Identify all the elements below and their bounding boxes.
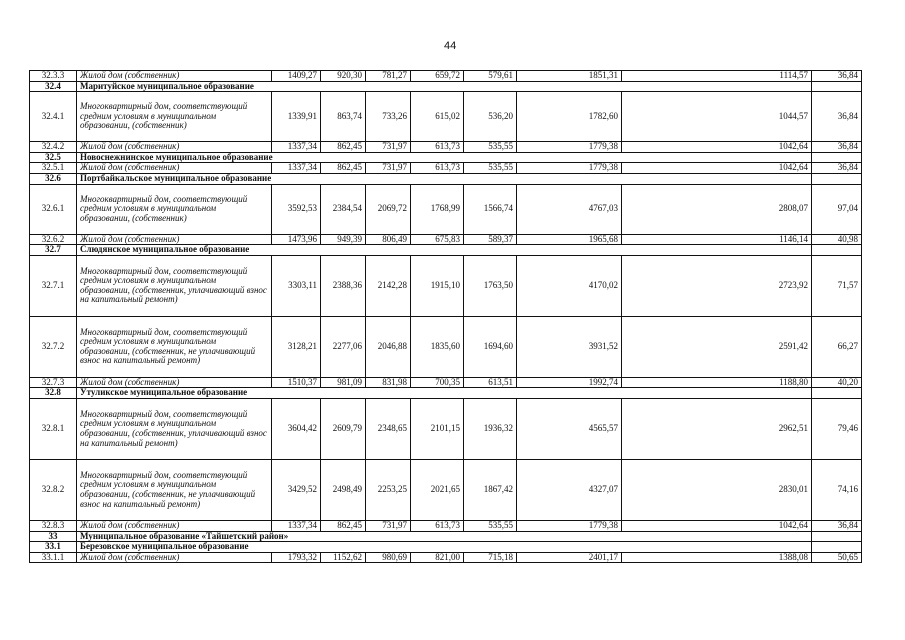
section-title: Березовское муниципальное образование [77, 542, 812, 553]
value-cell: 863,74 [321, 92, 366, 142]
row-description: Многоквартирный дом, соответствующий средним условиям в муниципальном образовании, (собственник, не уплачивающий взнос на капитальный ремонт) [77, 459, 272, 520]
value-cell: 2808,07 [622, 184, 812, 234]
value-cell: 2021,65 [411, 459, 464, 520]
value-cell: 731,97 [366, 163, 411, 174]
section-code: 32.6 [30, 173, 77, 184]
value-cell: 1782,60 [517, 92, 622, 142]
value-cell: 535,55 [464, 142, 517, 153]
section-title: Утуликское муниципальное образование [77, 388, 812, 399]
section-empty-cell [812, 152, 862, 163]
value-cell: 2723,92 [622, 255, 812, 316]
value-cell: 1867,42 [464, 459, 517, 520]
value-cell: 36,84 [812, 520, 862, 531]
value-cell: 1042,64 [622, 163, 812, 174]
table-row [30, 459, 862, 520]
value-cell: 1337,34 [272, 520, 321, 531]
table-row [30, 142, 862, 153]
table-row [30, 163, 862, 174]
row-description: Жилой дом (собственник) [77, 552, 272, 563]
value-cell: 980,69 [366, 552, 411, 563]
value-cell: 36,84 [812, 71, 862, 82]
value-cell: 1388,08 [622, 552, 812, 563]
value-cell: 589,37 [464, 234, 517, 245]
value-cell: 1768,99 [411, 184, 464, 234]
value-cell: 1936,32 [464, 398, 517, 459]
value-cell: 920,30 [321, 71, 366, 82]
value-cell: 3429,52 [272, 459, 321, 520]
section-row [30, 388, 862, 399]
value-cell: 1965,68 [517, 234, 622, 245]
value-cell: 1188,80 [622, 377, 812, 388]
section-empty-cell [812, 173, 862, 184]
value-cell: 733,26 [366, 92, 411, 142]
value-cell: 74,16 [812, 459, 862, 520]
value-cell: 2348,65 [366, 398, 411, 459]
tariff-table [29, 70, 862, 563]
value-cell: 535,55 [464, 163, 517, 174]
section-code: 32.4 [30, 81, 77, 92]
section-row [30, 542, 862, 553]
value-cell: 1763,50 [464, 255, 517, 316]
value-cell: 71,57 [812, 255, 862, 316]
value-cell: 1779,38 [517, 142, 622, 153]
table-row [30, 255, 862, 316]
section-code: 32.5 [30, 152, 77, 163]
value-cell: 79,46 [812, 398, 862, 459]
page-number: 44 [444, 40, 457, 52]
value-cell: 4327,07 [517, 459, 622, 520]
row-code: 32.7.3 [30, 377, 77, 388]
value-cell: 2253,25 [366, 459, 411, 520]
value-cell: 40,98 [812, 234, 862, 245]
value-cell: 40,20 [812, 377, 862, 388]
value-cell: 2401,17 [517, 552, 622, 563]
value-cell: 1779,38 [517, 520, 622, 531]
section-row [30, 245, 862, 256]
value-cell: 2962,51 [622, 398, 812, 459]
row-code: 32.4.2 [30, 142, 77, 153]
value-cell: 579,61 [464, 71, 517, 82]
value-cell: 1566,74 [464, 184, 517, 234]
row-code: 33.1.1 [30, 552, 77, 563]
row-code: 32.8.1 [30, 398, 77, 459]
row-code: 32.3.3 [30, 71, 77, 82]
value-cell: 97,04 [812, 184, 862, 234]
row-description: Многоквартирный дом, соответствующий средним условиям в муниципальном образовании, (собственник, уплачивающий взнос на капитальный ремонт) [77, 398, 272, 459]
section-code: 32.7 [30, 245, 77, 256]
value-cell: 4170,02 [517, 255, 622, 316]
row-description: Многоквартирный дом, соответствующий средним условиям в муниципальном образовании, (собственник) [77, 92, 272, 142]
section-title: Муниципальное образование «Тайшетский район» [77, 531, 812, 542]
value-cell: 1339,91 [272, 92, 321, 142]
value-cell: 3931,52 [517, 316, 622, 377]
value-cell: 1114,57 [622, 71, 812, 82]
table-row [30, 316, 862, 377]
row-code: 32.4.1 [30, 92, 77, 142]
section-row [30, 173, 862, 184]
section-empty-cell [812, 81, 862, 92]
row-code: 32.7.1 [30, 255, 77, 316]
row-code: 32.8.3 [30, 520, 77, 531]
value-cell: 2384,54 [321, 184, 366, 234]
value-cell: 3303,11 [272, 255, 321, 316]
value-cell: 1337,34 [272, 142, 321, 153]
value-cell: 36,84 [812, 163, 862, 174]
value-cell: 2830,01 [622, 459, 812, 520]
value-cell: 659,72 [411, 71, 464, 82]
value-cell: 1409,27 [272, 71, 321, 82]
value-cell: 2069,72 [366, 184, 411, 234]
value-cell: 615,02 [411, 92, 464, 142]
section-empty-cell [812, 542, 862, 553]
value-cell: 1042,64 [622, 142, 812, 153]
value-cell: 66,27 [812, 316, 862, 377]
value-cell: 1473,96 [272, 234, 321, 245]
value-cell: 2142,28 [366, 255, 411, 316]
value-cell: 731,97 [366, 142, 411, 153]
value-cell: 1851,31 [517, 71, 622, 82]
table-row [30, 71, 862, 82]
value-cell: 675,83 [411, 234, 464, 245]
value-cell: 1152,62 [321, 552, 366, 563]
row-description: Жилой дом (собственник) [77, 71, 272, 82]
value-cell: 821,00 [411, 552, 464, 563]
value-cell: 613,73 [411, 520, 464, 531]
value-cell: 536,20 [464, 92, 517, 142]
value-cell: 2046,88 [366, 316, 411, 377]
value-cell: 981,09 [321, 377, 366, 388]
value-cell: 862,45 [321, 520, 366, 531]
value-cell: 715,18 [464, 552, 517, 563]
value-cell: 862,45 [321, 142, 366, 153]
value-cell: 731,97 [366, 520, 411, 531]
section-row [30, 81, 862, 92]
value-cell: 2388,36 [321, 255, 366, 316]
value-cell: 862,45 [321, 163, 366, 174]
section-title: Слюдянское муниципальное образование [77, 245, 812, 256]
value-cell: 2101,15 [411, 398, 464, 459]
section-row [30, 152, 862, 163]
section-row [30, 531, 862, 542]
value-cell: 949,39 [321, 234, 366, 245]
table-row [30, 184, 862, 234]
value-cell: 2277,06 [321, 316, 366, 377]
row-code: 32.6.2 [30, 234, 77, 245]
value-cell: 613,51 [464, 377, 517, 388]
row-description: Жилой дом (собственник) [77, 163, 272, 174]
table-row [30, 398, 862, 459]
section-code: 33.1 [30, 542, 77, 553]
value-cell: 1835,60 [411, 316, 464, 377]
value-cell: 36,84 [812, 92, 862, 142]
row-description: Жилой дом (собственник) [77, 234, 272, 245]
value-cell: 1793,32 [272, 552, 321, 563]
table-row [30, 552, 862, 563]
value-cell: 2591,42 [622, 316, 812, 377]
section-code: 32.8 [30, 388, 77, 399]
value-cell: 700,35 [411, 377, 464, 388]
value-cell: 4767,03 [517, 184, 622, 234]
section-title: Маритуйское муниципальное образование [77, 81, 812, 92]
section-code: 33 [30, 531, 77, 542]
section-empty-cell [812, 388, 862, 399]
section-title: Новоснежнинское муниципальное образование [77, 152, 812, 163]
row-code: 32.7.2 [30, 316, 77, 377]
row-description: Жилой дом (собственник) [77, 520, 272, 531]
value-cell: 3592,53 [272, 184, 321, 234]
row-code: 32.6.1 [30, 184, 77, 234]
value-cell: 1510,37 [272, 377, 321, 388]
row-description: Жилой дом (собственник) [77, 142, 272, 153]
value-cell: 1779,38 [517, 163, 622, 174]
value-cell: 1915,10 [411, 255, 464, 316]
value-cell: 806,49 [366, 234, 411, 245]
table-row [30, 234, 862, 245]
table-row [30, 377, 862, 388]
value-cell: 535,55 [464, 520, 517, 531]
value-cell: 1694,60 [464, 316, 517, 377]
table-row [30, 92, 862, 142]
value-cell: 613,73 [411, 142, 464, 153]
value-cell: 50,65 [812, 552, 862, 563]
value-cell: 2609,79 [321, 398, 366, 459]
value-cell: 1042,64 [622, 520, 812, 531]
row-description: Многоквартирный дом, соответствующий средним условиям в муниципальном образовании, (собственник, не уплачивающий взнос на капитальный ремонт) [77, 316, 272, 377]
row-code: 32.5.1 [30, 163, 77, 174]
section-title: Портбайкальское муниципальное образование [77, 173, 812, 184]
value-cell: 613,73 [411, 163, 464, 174]
value-cell: 1992,74 [517, 377, 622, 388]
value-cell: 4565,57 [517, 398, 622, 459]
table-row [30, 520, 862, 531]
value-cell: 3604,42 [272, 398, 321, 459]
section-empty-cell [812, 245, 862, 256]
value-cell: 2498,49 [321, 459, 366, 520]
value-cell: 831,98 [366, 377, 411, 388]
row-description: Многоквартирный дом, соответствующий средним условиям в муниципальном образовании, (собственник) [77, 184, 272, 234]
section-empty-cell [812, 531, 862, 542]
value-cell: 36,84 [812, 142, 862, 153]
value-cell: 1337,34 [272, 163, 321, 174]
value-cell: 1146,14 [622, 234, 812, 245]
row-description: Жилой дом (собственник) [77, 377, 272, 388]
value-cell: 3128,21 [272, 316, 321, 377]
value-cell: 1044,57 [622, 92, 812, 142]
row-description: Многоквартирный дом, соответствующий средним условиям в муниципальном образовании, (собственник, уплачивающий взнос на капитальный ремонт) [77, 255, 272, 316]
value-cell: 781,27 [366, 71, 411, 82]
row-code: 32.8.2 [30, 459, 77, 520]
